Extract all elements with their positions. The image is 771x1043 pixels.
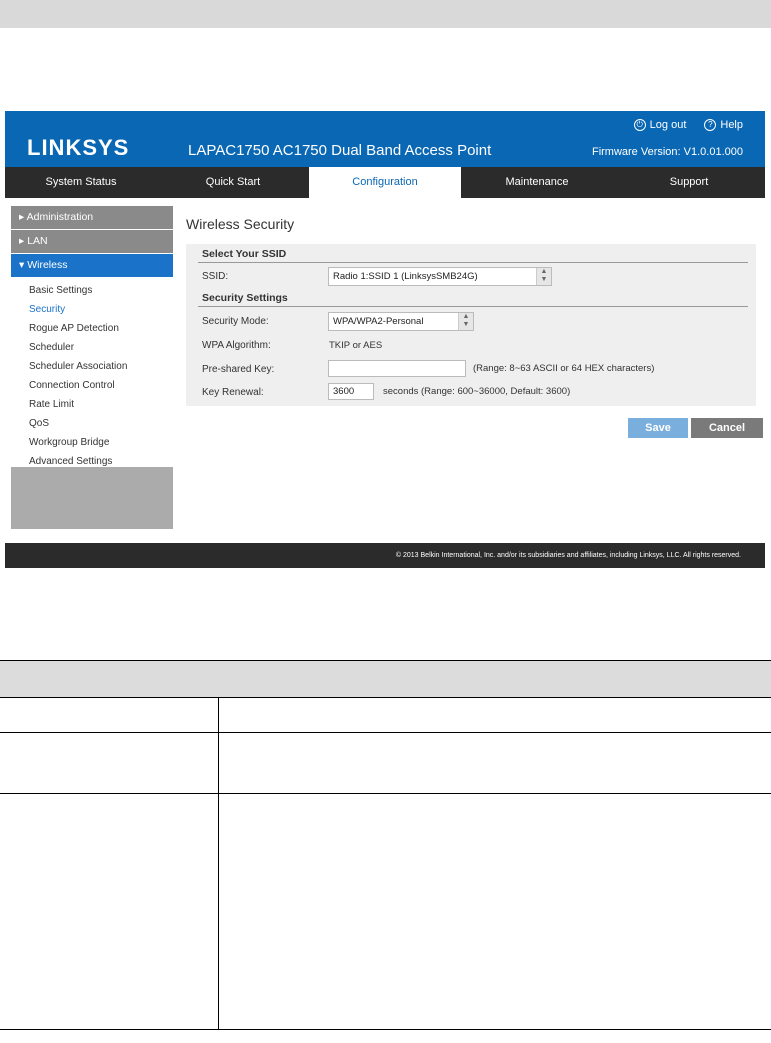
- help-label: Help: [720, 119, 743, 131]
- brand-logo: LINKSYS: [27, 135, 130, 160]
- sidebar-filler: [11, 467, 173, 529]
- sidebar-cat-label: LAN: [27, 235, 48, 247]
- sidebar-cat-wireless[interactable]: ▾ Wireless: [11, 254, 173, 278]
- tab-system-status[interactable]: System Status: [45, 176, 117, 188]
- ssid-label: SSID:: [202, 271, 229, 282]
- save-button[interactable]: Save: [628, 418, 688, 438]
- sidebar-item-rate-limit[interactable]: Rate Limit: [29, 399, 75, 410]
- sidebar: [11, 206, 173, 529]
- security-mode-select[interactable]: [328, 312, 474, 331]
- psk-hint: (Range: 8~63 ASCII or 64 HEX characters): [473, 363, 655, 374]
- divider: [198, 306, 748, 307]
- sidebar-item-scheduler-association[interactable]: Scheduler Association: [29, 361, 128, 372]
- sidebar-item-advanced-settings[interactable]: Advanced Settings: [29, 456, 113, 467]
- key-renewal-label: Key Renewal:: [202, 387, 264, 398]
- table-header: [0, 660, 771, 698]
- table-row: [0, 794, 771, 1030]
- security-mode-value: WPA/WPA2-Personal: [333, 316, 424, 327]
- ssid-select-value: Radio 1:SSID 1 (LinksysSMB24G): [333, 271, 478, 282]
- sidebar-item-rogue-ap[interactable]: Rogue AP Detection: [29, 323, 119, 334]
- help-link[interactable]: [704, 119, 743, 131]
- ssid-select[interactable]: [328, 267, 552, 286]
- main-content: [186, 206, 756, 434]
- sidebar-cat-label: Wireless: [27, 259, 68, 271]
- sidebar-item-scheduler[interactable]: Scheduler: [29, 342, 75, 353]
- power-icon: ⏻: [634, 119, 646, 131]
- key-renewal-input[interactable]: 3600: [328, 383, 374, 400]
- wpa-algorithm-value: TKIP or AES: [329, 340, 383, 351]
- settings-panel: [186, 244, 756, 406]
- page-title: Wireless Security: [186, 216, 295, 232]
- select-spinner-icon: ▲ ▼: [536, 268, 551, 285]
- wpa-algorithm-label: WPA Algorithm:: [202, 340, 271, 351]
- divider: [198, 262, 748, 263]
- logout-label: Log out: [649, 119, 687, 131]
- copyright-text: © 2013 Belkin International, Inc. and/or its subsidiaries and affiliates, including Linksys, LLC. All rights reserved.: [395, 552, 741, 559]
- sidebar-item-qos[interactable]: QoS: [29, 418, 50, 429]
- logout-link[interactable]: [634, 119, 687, 131]
- sidebar-item-security[interactable]: Security: [29, 304, 66, 315]
- security-mode-label: Security Mode:: [202, 316, 269, 327]
- app-footer: [5, 543, 765, 568]
- sidebar-item-connection-control[interactable]: Connection Control: [29, 380, 115, 391]
- select-spinner-icon: ▲ ▼: [458, 313, 473, 330]
- router-screenshot: [5, 111, 765, 568]
- sidebar-cat-administration[interactable]: ▸ Administration: [11, 206, 173, 230]
- sidebar-item-basic-settings[interactable]: Basic Settings: [29, 285, 93, 296]
- psk-input[interactable]: [328, 360, 466, 377]
- key-renewal-hint: seconds (Range: 600~36000, Default: 3600): [383, 386, 571, 397]
- header-links: [634, 119, 743, 131]
- tab-maintenance[interactable]: Maintenance: [505, 176, 569, 188]
- top-gray-bar: [0, 0, 771, 28]
- ssid-section-title: Select Your SSID: [202, 248, 287, 260]
- tab-support[interactable]: Support: [669, 176, 709, 188]
- help-icon: ?: [704, 119, 716, 131]
- main-nav: [5, 167, 765, 198]
- table-row: [0, 697, 771, 733]
- sidebar-cat-lan[interactable]: ▸ LAN: [11, 230, 173, 254]
- tab-quick-start[interactable]: Quick Start: [205, 176, 261, 188]
- security-section-title: Security Settings: [202, 292, 288, 304]
- sidebar-item-workgroup-bridge[interactable]: Workgroup Bridge: [29, 437, 110, 448]
- psk-label: Pre-shared Key:: [202, 364, 275, 375]
- table-row: [0, 733, 771, 794]
- app-header: [5, 111, 765, 167]
- product-title: LAPAC1750 AC1750 Dual Band Access Point: [188, 142, 492, 159]
- column-divider: [218, 697, 219, 1029]
- firmware-version: Firmware Version: V1.0.01.000: [591, 146, 743, 158]
- tab-configuration[interactable]: Configuration: [309, 167, 461, 198]
- sidebar-cat-label: Administration: [26, 211, 94, 223]
- cancel-button[interactable]: Cancel: [691, 418, 763, 438]
